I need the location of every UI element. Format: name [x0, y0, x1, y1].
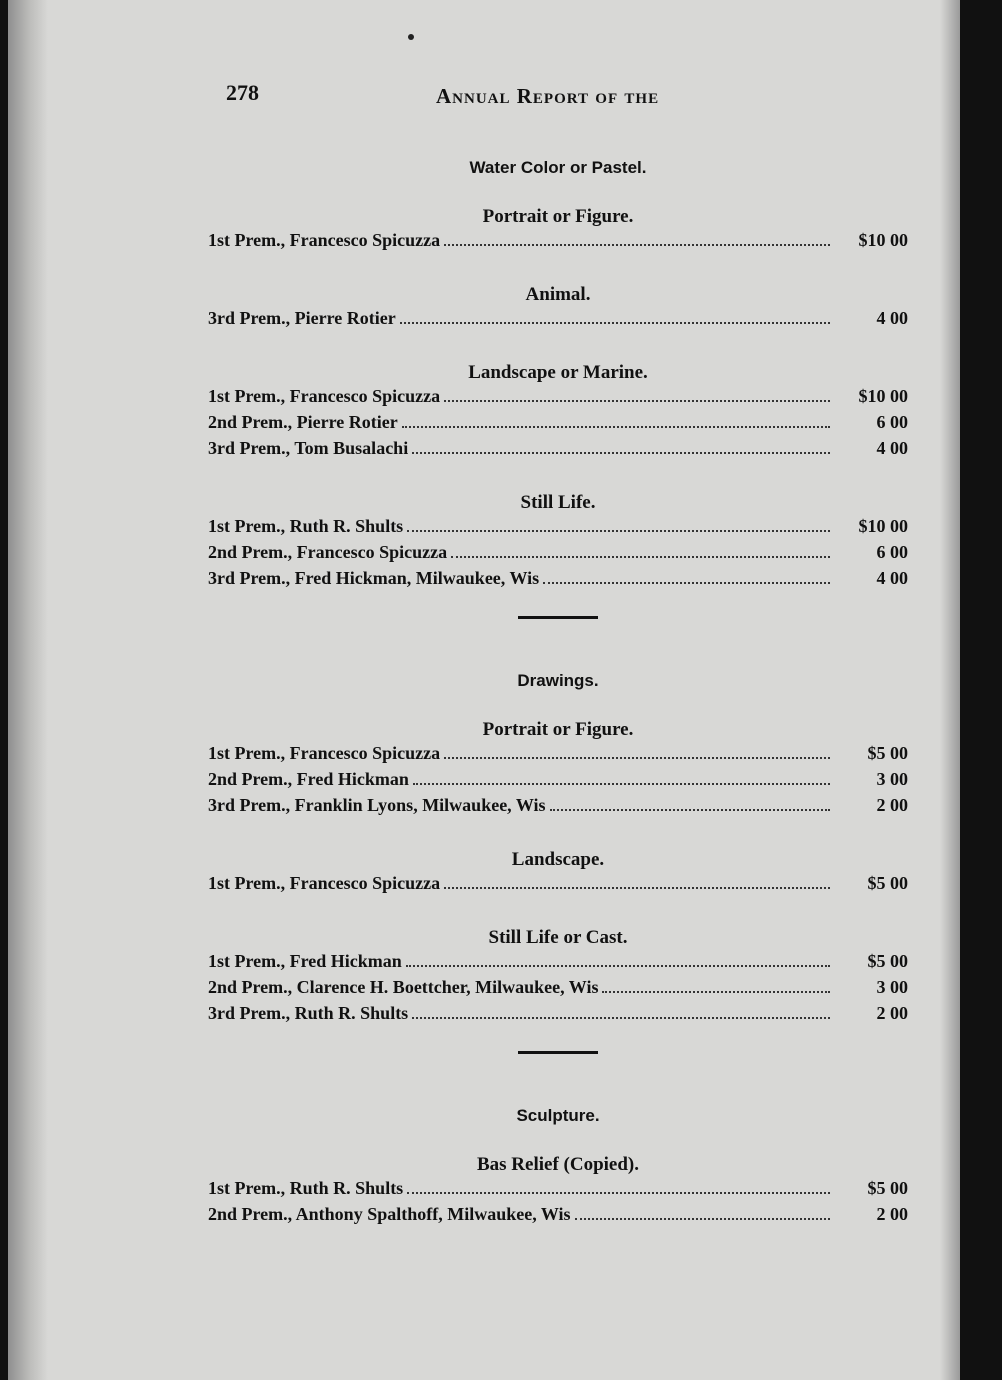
winner-name: 3rd Prem., Franklin Lyons, Milwaukee, Wis [208, 795, 546, 815]
section-divider [518, 616, 598, 619]
running-title: Annual Report of the [436, 84, 660, 108]
winner-name: 2nd Prem., Fred Hickman [208, 769, 409, 789]
winner-name: 2nd Prem., Anthony Spalthoff, Milwaukee, Wis [208, 1204, 571, 1224]
dot-leader [444, 756, 830, 759]
dot-leader [444, 243, 830, 246]
winner-name: 3rd Prem., Tom Busalachi [208, 438, 409, 458]
premium-entry [208, 308, 908, 334]
dot-leader [407, 529, 830, 532]
prize-amount: $5 00 [867, 873, 908, 893]
dot-leader [575, 1217, 830, 1220]
dot-leader [402, 425, 830, 428]
prize-amount: 2 00 [876, 795, 908, 815]
category-group [208, 200, 908, 256]
prize-amount: 6 00 [876, 412, 908, 432]
premium-entry [208, 386, 908, 412]
category-group [208, 486, 908, 594]
dot-leader [451, 555, 830, 558]
category-group [208, 713, 908, 821]
prize-amount: 3 00 [876, 769, 908, 789]
ink-speck [408, 34, 414, 40]
category-title: Animal. [525, 284, 591, 305]
premium-entry [208, 516, 908, 542]
premium-entry [208, 1003, 908, 1029]
section-divider [518, 1051, 598, 1054]
winner-name: 2nd Prem., Clarence H. Boettcher, Milwaukee, Wis [208, 977, 599, 997]
dot-leader [412, 451, 830, 454]
dot-leader [444, 886, 830, 889]
dot-leader [444, 399, 830, 402]
category-title: Landscape or Marine. [468, 362, 648, 383]
category-title: Bas Relief (Copied). [476, 1154, 639, 1175]
category-title: Still Life or Cast. [488, 927, 628, 948]
dot-leader [550, 808, 830, 811]
premium-entry [208, 873, 908, 899]
dot-leader [413, 782, 830, 785]
prize-amount: $5 00 [867, 743, 908, 763]
winner-name: 3rd Prem., Fred Hickman, Milwaukee, Wis [208, 568, 540, 588]
premium-entry [208, 951, 908, 977]
category-group [208, 278, 908, 334]
winner-name: 2nd Prem., Francesco Spicuzza [208, 542, 448, 562]
prize-amount: $5 00 [867, 951, 908, 971]
dot-leader [406, 964, 830, 967]
prize-amount: 6 00 [876, 542, 908, 562]
category-group [208, 921, 908, 1029]
page-header [226, 80, 716, 114]
section-title: Water Color or Pastel. [469, 158, 647, 177]
prize-amount: $5 00 [867, 1178, 908, 1198]
premium-entry [208, 977, 908, 1003]
category-title: Landscape. [511, 849, 605, 870]
prize-amount: 4 00 [876, 568, 908, 588]
winner-name: 1st Prem., Francesco Spicuzza [208, 386, 441, 406]
page-number: 278 [226, 80, 259, 105]
prize-amount: $10 00 [858, 516, 908, 536]
dot-leader [543, 581, 830, 584]
winner-name: 1st Prem., Francesco Spicuzza [208, 873, 441, 893]
page-binding-edge [8, 0, 48, 1380]
dot-leader [412, 1016, 830, 1019]
prize-amount: 3 00 [876, 977, 908, 997]
premium-entry [208, 769, 908, 795]
prize-amount: 4 00 [876, 438, 908, 458]
category-title: Portrait or Figure. [482, 719, 634, 740]
premium-entry [208, 438, 908, 464]
prize-amount: 4 00 [876, 308, 908, 328]
document-page [8, 0, 960, 1380]
category-group [208, 843, 908, 899]
category-group [208, 356, 908, 464]
dot-leader [602, 990, 830, 993]
premium-entry [208, 542, 908, 568]
dot-leader [407, 1191, 830, 1194]
premium-entry [208, 230, 908, 256]
category-title: Still Life. [520, 492, 596, 513]
winner-name: 3rd Prem., Ruth R. Shults [208, 1003, 409, 1023]
section-title: Sculpture. [516, 1106, 600, 1125]
category-group [208, 1148, 908, 1230]
premium-list [208, 150, 908, 1252]
premium-entry [208, 1178, 908, 1204]
prize-amount: $10 00 [858, 230, 908, 250]
premium-entry [208, 795, 908, 821]
prize-amount: $10 00 [858, 386, 908, 406]
prize-amount: 2 00 [876, 1204, 908, 1224]
winner-name: 1st Prem., Ruth R. Shults [208, 516, 404, 536]
page-right-edge [940, 0, 960, 1380]
dot-leader [400, 321, 830, 324]
winner-name: 1st Prem., Fred Hickman [208, 951, 402, 971]
premium-entry [208, 568, 908, 594]
premium-entry [208, 412, 908, 438]
winner-name: 1st Prem., Francesco Spicuzza [208, 230, 441, 250]
premium-entry [208, 743, 908, 769]
winner-name: 1st Prem., Francesco Spicuzza [208, 743, 441, 763]
section-title: Drawings. [517, 671, 599, 690]
winner-name: 3rd Prem., Pierre Rotier [208, 308, 396, 328]
premium-entry [208, 1204, 908, 1230]
category-title: Portrait or Figure. [482, 206, 634, 227]
winner-name: 1st Prem., Ruth R. Shults [208, 1178, 404, 1198]
winner-name: 2nd Prem., Pierre Rotier [208, 412, 398, 432]
prize-amount: 2 00 [876, 1003, 908, 1023]
